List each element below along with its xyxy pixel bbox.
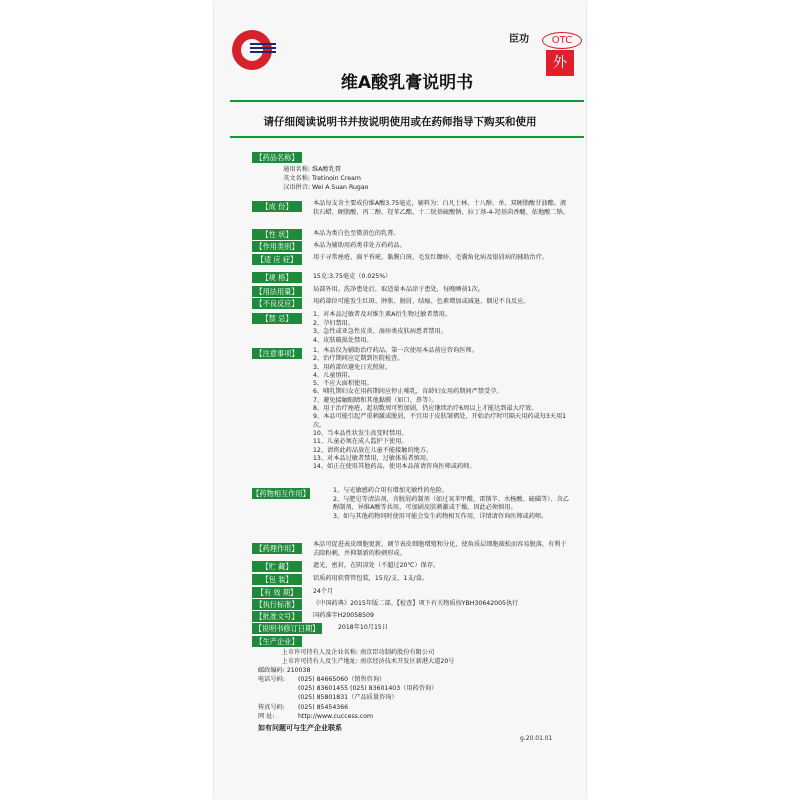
label-indications: 【适 应 症】 xyxy=(252,254,302,265)
label-revision-date: 【说明书修订日期】 xyxy=(252,623,322,634)
list-item: 8、用于治疗痤疮，起初数周可暂加剧，仍应继续治疗6周以上才能达到最大疗效。 xyxy=(313,405,538,413)
label-package: 【包 装】 xyxy=(252,574,302,585)
info-row: (025) 83601455 (025) 83601403（用药咨询） xyxy=(297,685,438,693)
composition-text: 本品每支含主要成份维A酸3.75毫克，辅料为：白凡士林、十八醇、单、双硬脂酸甘油酯、液状石蜡、硬脂酸、丙二醇、羟苯乙酯、十二烷基硫酸钠、拉丁基-4-羟基茴香醚、依地酸二钠。 xyxy=(313,200,569,216)
label-contraindications: 【禁 忌】 xyxy=(252,313,302,324)
info-row: 上市许可持有人及企业名称: 南京臣功制药股份有限公司 xyxy=(281,649,435,656)
spec-text: 15克:3.75毫克（0.025%） xyxy=(313,273,392,280)
properties-text: 本品为类白色至微黄色的乳膏。 xyxy=(313,230,400,237)
label-interactions: 【药物相互作用】 xyxy=(252,489,310,498)
list-item: 10、当本品性状发生改变时禁用。 xyxy=(313,429,408,437)
list-item: 11、儿童必须在成人监护下使用。 xyxy=(313,438,408,446)
contraindications-list xyxy=(313,311,571,345)
list-item: 5、不应大面积使用。 xyxy=(313,380,373,388)
info-row: 上市许可持有人及生产地址: 南京经济技术开发区新港大道20号 xyxy=(281,658,455,666)
header xyxy=(222,18,588,100)
approval-text: 国药准字H20058509 xyxy=(313,612,374,619)
label-storage: 【贮 藏】 xyxy=(252,561,302,572)
document-code: g.20.01.01 xyxy=(520,735,553,742)
label-composition: 【成 份】 xyxy=(252,201,302,212)
list-item: 1、对本品过敏者及对维生素A衍生物过敏者禁用。 xyxy=(313,311,452,318)
package-text: 铝质药用软膏管包装，15克/支，1支/盒。 xyxy=(313,575,428,582)
info-row: 传真号码: (025) 85454366 xyxy=(258,703,349,711)
info-row: 网 址: http://www.cuccess.com xyxy=(258,712,374,720)
list-item: 2、孕妇禁用。 xyxy=(313,319,355,327)
label-usage: 【用法用量】 xyxy=(252,286,302,297)
usage-text: 局部外用。洗净患处后，取适量本品涂于患处，每晚睡前1次。 xyxy=(313,286,484,293)
company-logo xyxy=(232,30,272,70)
list-item: 3、如与其他药物同时使用可能会发生药物相互作用，详情请咨询医师或药师。 xyxy=(333,512,548,520)
divider xyxy=(230,100,584,102)
revision-date-text: 2018年10月15日 xyxy=(338,624,389,631)
list-item: 2、与肥皂等清洁剂、含脱屑药制剂（如过氧苯甲酰、雷锁辛、水杨酸、硫磺等）、含乙醇制剂、异维A酸等共用，可加剧皮肤刺激或干燥，因此必须慎用。 xyxy=(333,495,569,512)
storage-text: 遮光，密封，在阴凉处（不超过20℃）保存。 xyxy=(313,562,440,569)
external-use-badge: 外 xyxy=(546,50,574,76)
label-adverse: 【不良反应】 xyxy=(252,298,302,309)
list-item: 3、急性或亚急性皮炎、湿疹类皮肤病患者禁用。 xyxy=(313,328,447,336)
list-item: 6、哺乳期妇女在用药期间应停止哺乳，育龄妇女用药期间严禁受孕。 xyxy=(313,388,503,396)
validity-text: 24个月 xyxy=(313,588,334,595)
label-manufacturer: 【生产企业】 xyxy=(252,636,302,647)
list-item: 2、治疗期间应定期到医院检查。 xyxy=(313,355,404,363)
list-item: 1、本品仅为辅助治疗药品，第一次使用本品前应咨询医师。 xyxy=(313,347,478,354)
list-item: 3、用药部位避免日光照射。 xyxy=(313,363,392,371)
label-approval: 【批准文号】 xyxy=(252,611,302,622)
list-item: 4、儿童慎用。 xyxy=(313,371,355,379)
otc-badge: OTC xyxy=(542,32,582,49)
pharmacology-text: 本品可促进表皮细胞更新，调节表皮细胞增殖和分化，使角质层细胞疏松而容易脱落，有利于去除粉刺，并抑制新的粉刺形成。 xyxy=(313,541,567,557)
indications-text: 用于寻常痤疮、扁平苔疣、黏膜白斑、毛发红糠疹、毛囊角化病及银屑病的辅助治疗。 xyxy=(313,254,549,261)
info-row: 邮政编码: 210038 xyxy=(258,667,311,675)
divider xyxy=(230,136,584,138)
label-precautions: 【注意事项】 xyxy=(252,348,302,359)
precautions-list xyxy=(313,347,571,471)
label-spec: 【规 格】 xyxy=(252,272,302,283)
manufacturer-info xyxy=(258,648,454,721)
list-item: 12、请将此药品放在儿童不能接触的地方。 xyxy=(313,446,433,454)
page-title: 维A酸乳膏说明书 xyxy=(340,73,474,93)
list-item: 1、与光敏感药合用有增加光敏性的危险。 xyxy=(333,487,449,494)
label-standard: 【执行标准】 xyxy=(252,599,302,610)
label-properties: 【性 状】 xyxy=(252,229,302,240)
label-pharmacology: 【药理作用】 xyxy=(252,543,302,554)
category-text: 本品为辅助用药类非处方药药品。 xyxy=(313,242,406,249)
drug-name-block: 通用名称: 维A酸乳膏 英文名称: Tretinoin Cream 汉语拼音: Wei A Suan Rugao xyxy=(283,166,369,191)
label-category: 【作用类别】 xyxy=(252,241,302,252)
brand-name: 臣功 xyxy=(509,34,529,45)
contact-note: 如有问题可与生产企业联系 xyxy=(258,724,342,732)
list-item: 7、避免接触眼睛和其他黏膜（如口、鼻等）。 xyxy=(313,396,438,404)
list-item: 13、对本品过敏者禁用，过敏体质者慎用。 xyxy=(313,454,433,462)
interactions-list xyxy=(333,487,571,521)
usage-notice: 请仔细阅读说明书并按说明使用或在药师指导下购买和使用 xyxy=(263,116,537,128)
list-item: 4、皮肤破损处禁用。 xyxy=(313,336,373,344)
label-drug-name: 【药品名称】 xyxy=(252,152,302,163)
standard-text: 《中国药典》2015年版二部。【检查】项下有关物质按YBH30642005执行 xyxy=(313,600,519,607)
info-row: 电话号码: (025) 84665060（销售咨询） xyxy=(258,676,386,684)
adverse-text: 用药部位可能发生红斑、肿胀、脱屑、结痂、色素增加或减退、偶见不良反应。 xyxy=(313,298,530,305)
list-item: 9、本品可能引起严重刺激或脱屑，不宜用于皮肤皱褶处，开始治疗时可隔天用药或每3天用1次。 xyxy=(313,413,567,429)
list-item: 14、如正在使用其他药品，使用本品前请咨询医师或药师。 xyxy=(313,463,476,471)
info-row: (025) 85801831（产品质量咨询） xyxy=(297,694,398,702)
label-validity: 【有 效 期】 xyxy=(252,587,302,598)
